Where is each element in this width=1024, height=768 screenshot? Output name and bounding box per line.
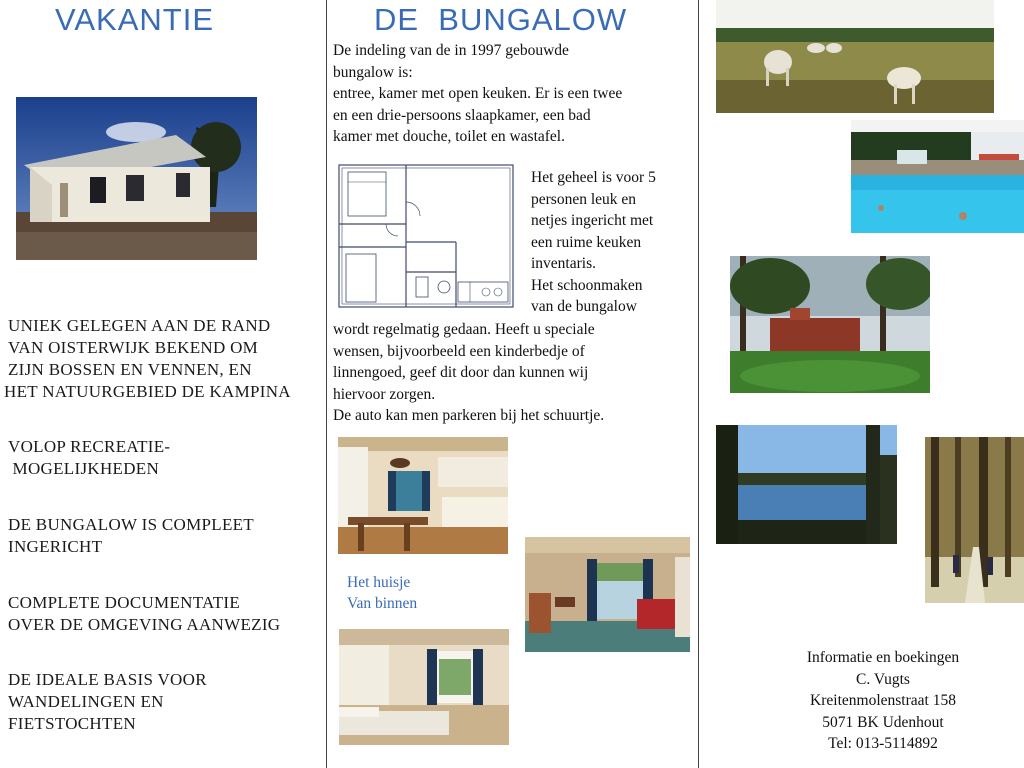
feature-recreation: VOLOP RECREATIE- MOGELIJKHEDEN xyxy=(8,437,171,478)
contact-name: C. Vugts xyxy=(856,670,910,688)
interior-kitchen-photo xyxy=(338,437,508,554)
contact-phone: Tel: 013-5114892 xyxy=(828,735,938,752)
lake-photo xyxy=(716,425,897,544)
contact-postcode-city: 5071 BK Udenhout xyxy=(822,713,944,731)
feature-documentation: COMPLETE DOCUMENTATIE OVER DE OMGEVING AANWEZIG xyxy=(8,593,281,634)
forest-path-cyclists-photo xyxy=(925,437,1024,603)
contact-street: Kreitenmolenstraat 158 xyxy=(810,692,956,709)
heading-vakantie: VAKANTIE xyxy=(55,2,215,37)
feature-walking-cycling: DE IDEALE BASIS VOOR WANDELINGEN EN FIETSTOCHTEN xyxy=(8,670,207,733)
interior-caption: Het huisje Van binnen xyxy=(347,574,418,612)
bungalow-description-below-plan: wordt regelmatig gedaan. Heeft u speciale wensen, bijvoorbeeld een kinderbedje of linnengoed, geef dit door dan kunnen wij hiervoor zorgen. De auto kan men parkeren bij het schuurtje. xyxy=(333,321,605,424)
heading-de-bungalow: DE BUNGALOW xyxy=(374,2,628,37)
contact-information xyxy=(770,647,996,755)
bungalow-exterior-photo xyxy=(16,97,257,260)
bungalow-layout-text: De indeling van de in 1997 gebouwde bungalow is: entree, kamer met open keuken. Er is een twee en een drie-persoons slaapkamer, een bad kamer met douche, toilet en wastafel. xyxy=(333,42,623,145)
bungalow-description-beside-plan: Het geheel is voor 5 personen leuk en netjes ingericht met een ruime keuken inventaris. Het schoonmaken van de bungalow xyxy=(531,169,656,315)
playground-forest-photo xyxy=(730,256,930,393)
column-divider-right xyxy=(698,0,699,768)
column-divider-left xyxy=(326,0,327,768)
feature-furnished: DE BUNGALOW IS COMPLEET INGERICHT xyxy=(8,515,254,556)
swimming-pool-photo xyxy=(851,120,1024,233)
interior-living-room-photo xyxy=(525,537,690,652)
sheep-heath-photo xyxy=(716,0,994,113)
contact-heading: Informatie en boekingen xyxy=(806,649,960,666)
feature-location: UNIEK GELEGEN AAN DE RAND VAN OISTERWIJK BEKEND OM ZIJN BOSSEN EN VENNEN, EN HET NATUURGEBIED DE KAMPINA xyxy=(4,316,291,401)
interior-bedroom-photo xyxy=(339,629,509,745)
floor-plan xyxy=(336,162,516,310)
